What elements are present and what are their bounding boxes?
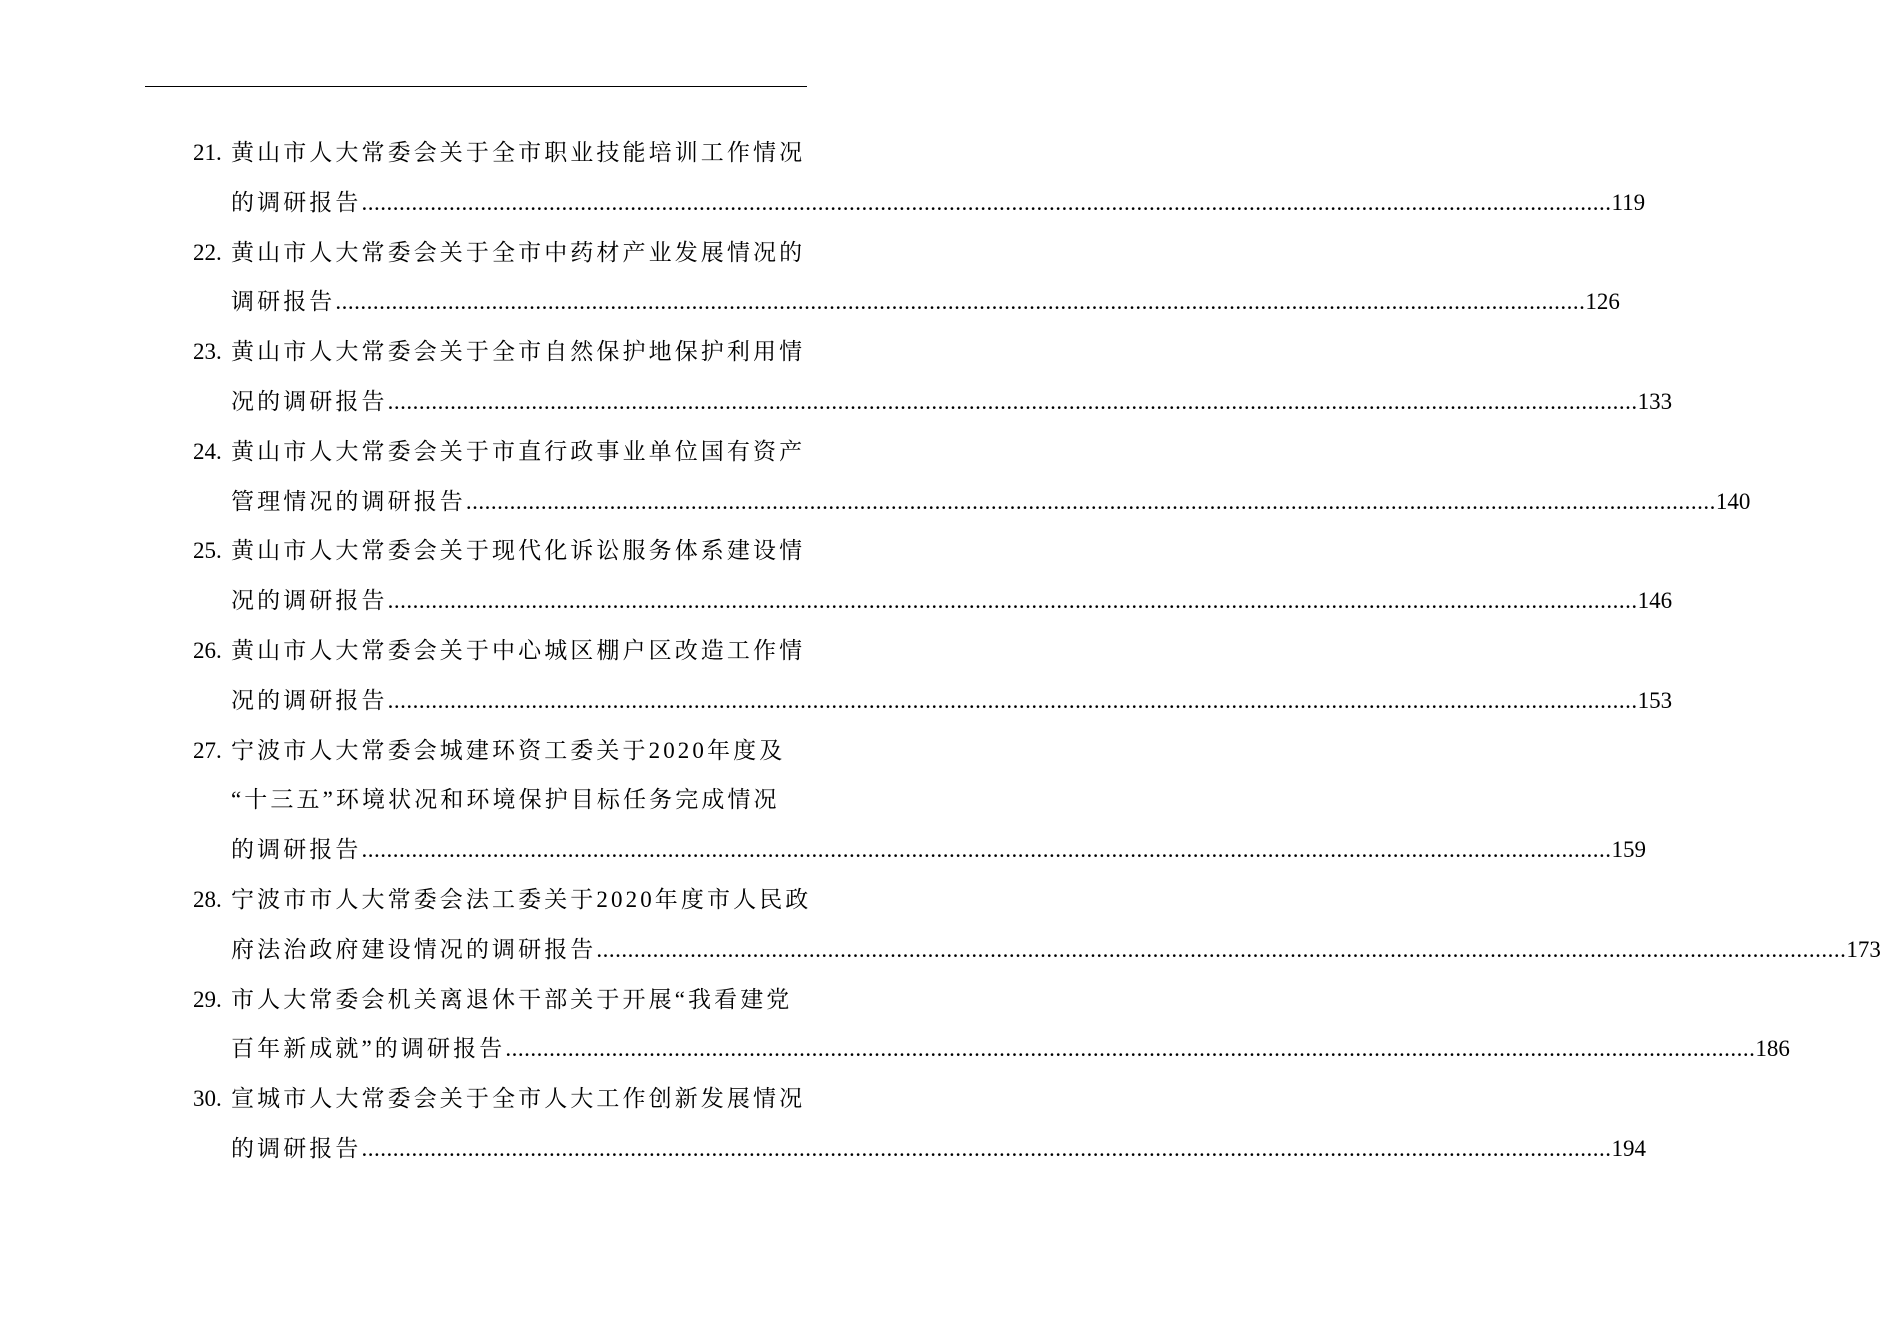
toc-leader-dots: ........................................................................................................................................................................................................ — [387, 588, 1638, 614]
toc-entry-title: 府法治政府建设情况的调研报告 — [231, 936, 597, 962]
toc-entry-title: 市人大常委会机关离退休干部关于开展“我看建党 — [231, 986, 793, 1012]
toc-line — [0, 427, 950, 477]
toc-entry-title: 的调研报告 — [231, 1135, 362, 1161]
toc-line — [0, 526, 950, 576]
toc-line — [0, 178, 1646, 228]
toc-line — [0, 128, 950, 178]
header-rule — [145, 86, 807, 87]
toc-entry-28[interactable] — [0, 875, 1881, 975]
toc-entry-title: 宣城市人大常委会关于全市人大工作创新发展情况 — [231, 1086, 806, 1112]
toc-line — [0, 975, 950, 1025]
toc-leader-dots: ........................................................................................................................................................................................................ — [387, 687, 1638, 713]
toc-line — [0, 875, 950, 925]
toc-entry-title: 宁波市市人大常委会法工委关于2020年度市人民政 — [231, 886, 812, 912]
toc-entry-title: “十三五”环境状况和环境保护目标任务完成情况 — [231, 787, 780, 813]
toc-page-number: 186 — [1755, 1036, 1790, 1062]
toc-leader-dots: ........................................................................................................................................................................................................ — [465, 488, 1716, 514]
toc-entry-title: 黄山市人大常委会关于全市中药材产业发展情况的 — [231, 239, 806, 265]
toc-entry-number: 27. — [193, 737, 222, 763]
toc-entry-number: 22. — [193, 239, 222, 265]
toc-line — [0, 726, 950, 776]
toc-line — [0, 277, 1620, 327]
toc-page-number: 119 — [1611, 189, 1646, 215]
toc-leader-dots: ........................................................................................................................................................................................................ — [596, 936, 1847, 962]
toc-page-number: 140 — [1715, 488, 1751, 514]
toc-entry-title: 宁波市人大常委会城建环资工委关于2020年度及 — [231, 737, 786, 763]
toc-entry-title: 黄山市人大常委会关于现代化诉讼服务体系建设情 — [231, 538, 806, 564]
toc-line — [0, 327, 950, 377]
toc-entry-number: 29. — [193, 986, 222, 1012]
toc-leader-dots: ........................................................................................................................................................................................................ — [505, 1036, 1756, 1062]
toc-leader-dots: ........................................................................................................................................................................................................ — [361, 837, 1612, 863]
toc-entry-title: 黄山市人大常委会关于市直行政事业单位国有资产 — [231, 438, 806, 464]
toc-entry-number: 24. — [193, 438, 222, 464]
toc-line — [0, 626, 950, 676]
toc-entry-24[interactable] — [0, 427, 1751, 527]
toc-leader-dots: ........................................................................................................................................................................................................ — [387, 388, 1638, 414]
toc-line — [0, 1124, 1646, 1174]
toc-page-number: 159 — [1611, 837, 1646, 863]
toc-entry-title: 黄山市人大常委会关于中心城区棚户区改造工作情 — [231, 637, 806, 663]
toc-page-number: 146 — [1637, 588, 1673, 614]
toc-line — [0, 228, 950, 278]
toc-line — [0, 477, 1751, 527]
toc-line — [0, 775, 950, 825]
toc-entry-23[interactable] — [0, 327, 1673, 427]
toc-entry-title: 况的调研报告 — [231, 588, 388, 614]
toc-line — [0, 825, 1646, 875]
toc-entry-title: 黄山市人大常委会关于全市自然保护地保护利用情 — [231, 339, 806, 365]
toc-entry-title: 的调研报告 — [231, 837, 362, 863]
toc-entry-30[interactable] — [0, 1074, 1646, 1174]
toc-entry-number: 23. — [193, 339, 222, 365]
toc-page-number: 153 — [1637, 687, 1673, 713]
toc-leader-dots: ........................................................................................................................................................................................................ — [361, 1135, 1612, 1161]
toc-entry-number: 30. — [193, 1086, 222, 1112]
toc-entry-title: 管理情况的调研报告 — [231, 488, 466, 514]
toc-leader-dots: ........................................................................................................................................................................................................ — [335, 289, 1586, 315]
toc-leader-dots: ........................................................................................................................................................................................................ — [361, 189, 1612, 215]
toc-entry-number: 26. — [193, 637, 222, 663]
toc-entry-number: 25. — [193, 538, 222, 564]
toc-line — [0, 1024, 1790, 1074]
toc-line — [0, 676, 1673, 726]
toc-entry-title: 黄山市人大常委会关于全市职业技能培训工作情况 — [231, 140, 806, 165]
toc-line — [0, 377, 1673, 427]
toc-entry-number: 28. — [193, 886, 222, 912]
toc-line — [0, 925, 1881, 975]
toc-entry-title: 况的调研报告 — [231, 388, 388, 414]
toc-entry-title: 百年新成就”的调研报告 — [231, 1036, 506, 1062]
toc-page-number: 133 — [1637, 388, 1673, 414]
toc-entry-22[interactable] — [0, 228, 1620, 328]
toc-entry-29[interactable] — [0, 975, 1790, 1075]
toc-entry-title: 的调研报告 — [231, 189, 362, 215]
toc-page-number: 194 — [1611, 1135, 1646, 1161]
toc-entry-21[interactable] — [0, 128, 1646, 228]
table-of-contents — [0, 128, 1881, 1174]
toc-entry-title: 况的调研报告 — [231, 687, 388, 713]
toc-entry-27[interactable] — [0, 726, 1646, 875]
toc-page-number: 173 — [1846, 936, 1881, 962]
toc-page-number: 126 — [1585, 289, 1620, 315]
toc-entry-number: 21. — [193, 140, 222, 165]
toc-entry-26[interactable] — [0, 626, 1673, 726]
toc-entry-25[interactable] — [0, 526, 1673, 626]
toc-entry-title: 调研报告 — [231, 289, 336, 315]
toc-line — [0, 1074, 950, 1124]
toc-line — [0, 576, 1673, 626]
